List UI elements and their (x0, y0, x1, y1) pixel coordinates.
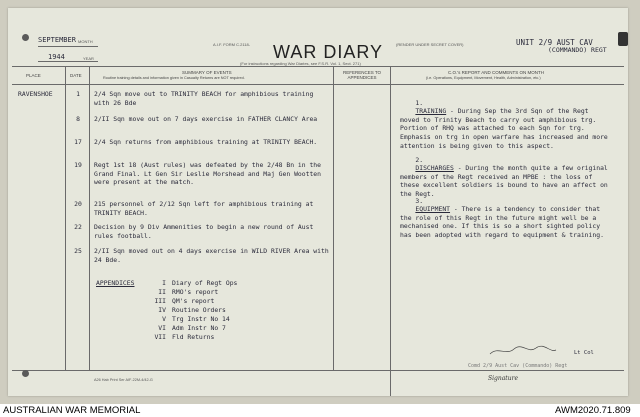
appendix-num: V (162, 315, 166, 323)
comment-heading: DISCHARGES (415, 164, 454, 173)
table-header-rule (12, 84, 624, 85)
col-head-date: DATE (70, 73, 82, 78)
footer-accession-id: AWM2020.71.809 (555, 405, 631, 416)
entry-place: RAVENSHOE (18, 90, 53, 98)
binder-clip (618, 32, 628, 46)
month-label: MONTH (78, 39, 93, 44)
entry-text: Regt 1st 18 (Aust rules) was defeated by the 2/48 Bn in the Grand Final. Lt Gen Sir Leslie Morshead and Maj Gen Wootten were present at the match. (94, 161, 325, 187)
appendix-num: IV (158, 306, 166, 314)
entry-date: 8 (76, 115, 80, 123)
col-head-summary: SUMMARY OF EVENTS (182, 70, 232, 75)
comment-number: 1. (415, 98, 424, 107)
entry-date: 22 (74, 223, 82, 231)
co-comment (400, 188, 608, 248)
punch-hole (22, 34, 29, 41)
comment-text: - During Sep the 3rd Sqn of the Regt moved to Trinity Beach to carry out amphibious trg. Portion of RHQ was attached to each Sqn for trg. Emphasis on trg in open warfare has increased and more attention is being given to this aspect. (400, 107, 612, 150)
col-head-summary-sub: Routine training details and information given in Casualty Returns are NOT required. (103, 76, 245, 80)
war-diary-sheet (8, 8, 628, 396)
signature-rank: Lt Col (574, 350, 594, 356)
appendix-text: Adm Instr No 7 (172, 324, 226, 332)
col-divider-4 (390, 66, 391, 396)
appendix-text: Routine Orders (172, 306, 226, 314)
page-title: WAR DIARY (273, 42, 384, 62)
entry-text: 2/II Sqn move out on 7 days exercise in FATHER CLANCY Area (94, 115, 318, 123)
unit-subtitle: (COMMANDO) REGT (548, 46, 607, 54)
col-divider-1 (65, 66, 66, 370)
appendix-text: RMO's report (172, 288, 219, 296)
col-divider-3 (333, 66, 334, 370)
appendix-num: VII (154, 333, 166, 341)
year-value: 1944 (48, 53, 65, 61)
appendix-text: Fld Returns (172, 333, 215, 341)
entry-text: Decision by 9 Div Ammenities to begin a new round of Aust rules football. (94, 223, 318, 240)
footer-institution: AUSTRALIAN WAR MEMORIAL (3, 405, 141, 416)
entry-date: 17 (74, 138, 82, 146)
print-reference: A26 Hab Print Ser AIF-22M-4/42-G (94, 378, 153, 382)
col-head-comments: C.O.'s REPORT AND COMMENTS ON MONTH (448, 70, 544, 75)
year-label: YEAR (83, 56, 94, 61)
col-head-comments-sub: (i.e. Operations, Equipment, Movement, Health, Administration, etc.) (426, 76, 541, 80)
punch-hole (22, 370, 29, 377)
month-value: SEPTEMBER (38, 36, 76, 44)
comment-heading: EQUIPMENT (415, 205, 451, 214)
appendix-num: I (162, 279, 166, 287)
signature-scribble (488, 344, 558, 358)
entry-date: 19 (74, 161, 82, 169)
entry-text: 2/II Sqn moved out on 4 days exercise in WILD RIVER Area with 24 Bde. (94, 247, 333, 264)
col-divider-2 (89, 66, 90, 370)
instructions-note: (For instructions regarding War Diaries, see F.S.R. Vol. 1, Sect. 271) (240, 61, 361, 66)
table-bottom-rule (12, 370, 624, 371)
comment-text: - There is a tendency to consider that the role of this Regt in the future might well be a mechanised one. If this is so a short sighted policy has been adopted with regard to equipment & training. (400, 205, 604, 239)
signature-label: Signature (488, 375, 519, 382)
entry-text: 2/4 Sqn returns from amphibious training at TRINITY BEACH. (94, 138, 318, 146)
form-reference: A.I.F. FORM C.2118- (213, 42, 251, 47)
appendix-num: II (158, 288, 166, 296)
comment-heading: TRAINING (415, 107, 447, 116)
month-underline (38, 46, 98, 47)
entry-date: 25 (74, 247, 82, 255)
unit-value: UNIT 2/9 AUST CAV (516, 38, 593, 47)
secret-cover-note: (RENDER UNDER SECRET COVER) (396, 42, 464, 47)
year-underline (38, 61, 98, 62)
appendix-text: Trg Instr No 14 (172, 315, 230, 323)
signature-commander: Comd 2/9 Aust Cav (Commando) Regt (468, 363, 568, 369)
appendix-text: Diary of Regt Ops (172, 279, 238, 287)
comment-number: 2. (415, 155, 424, 164)
appendix-num: VI (158, 324, 166, 332)
col-head-references: REFERENCES TO APPENDICES (342, 70, 382, 80)
entry-text: 2/4 Sqn move out to TRINITY BEACH for amphibious training with 26 Bde (94, 90, 318, 107)
entry-text: 215 personnel of 2/12 Sqn left for amphibious training at TRINITY BEACH. (94, 200, 318, 217)
col-head-place: PLACE (26, 73, 41, 78)
entry-date: 1 (76, 90, 80, 98)
entry-date: 20 (74, 200, 82, 208)
appendix-text: QM's report (172, 297, 215, 305)
appendices-heading: APPENDICES (96, 279, 135, 287)
comment-text: - During the month quite a few original members of the Regt received an MPBE : the loss of these excellent soldiers is bound to have an affect on the Regt. (400, 164, 612, 198)
table-top-rule (12, 66, 624, 67)
appendix-num: III (154, 297, 166, 305)
comment-number: 3. (415, 196, 424, 205)
